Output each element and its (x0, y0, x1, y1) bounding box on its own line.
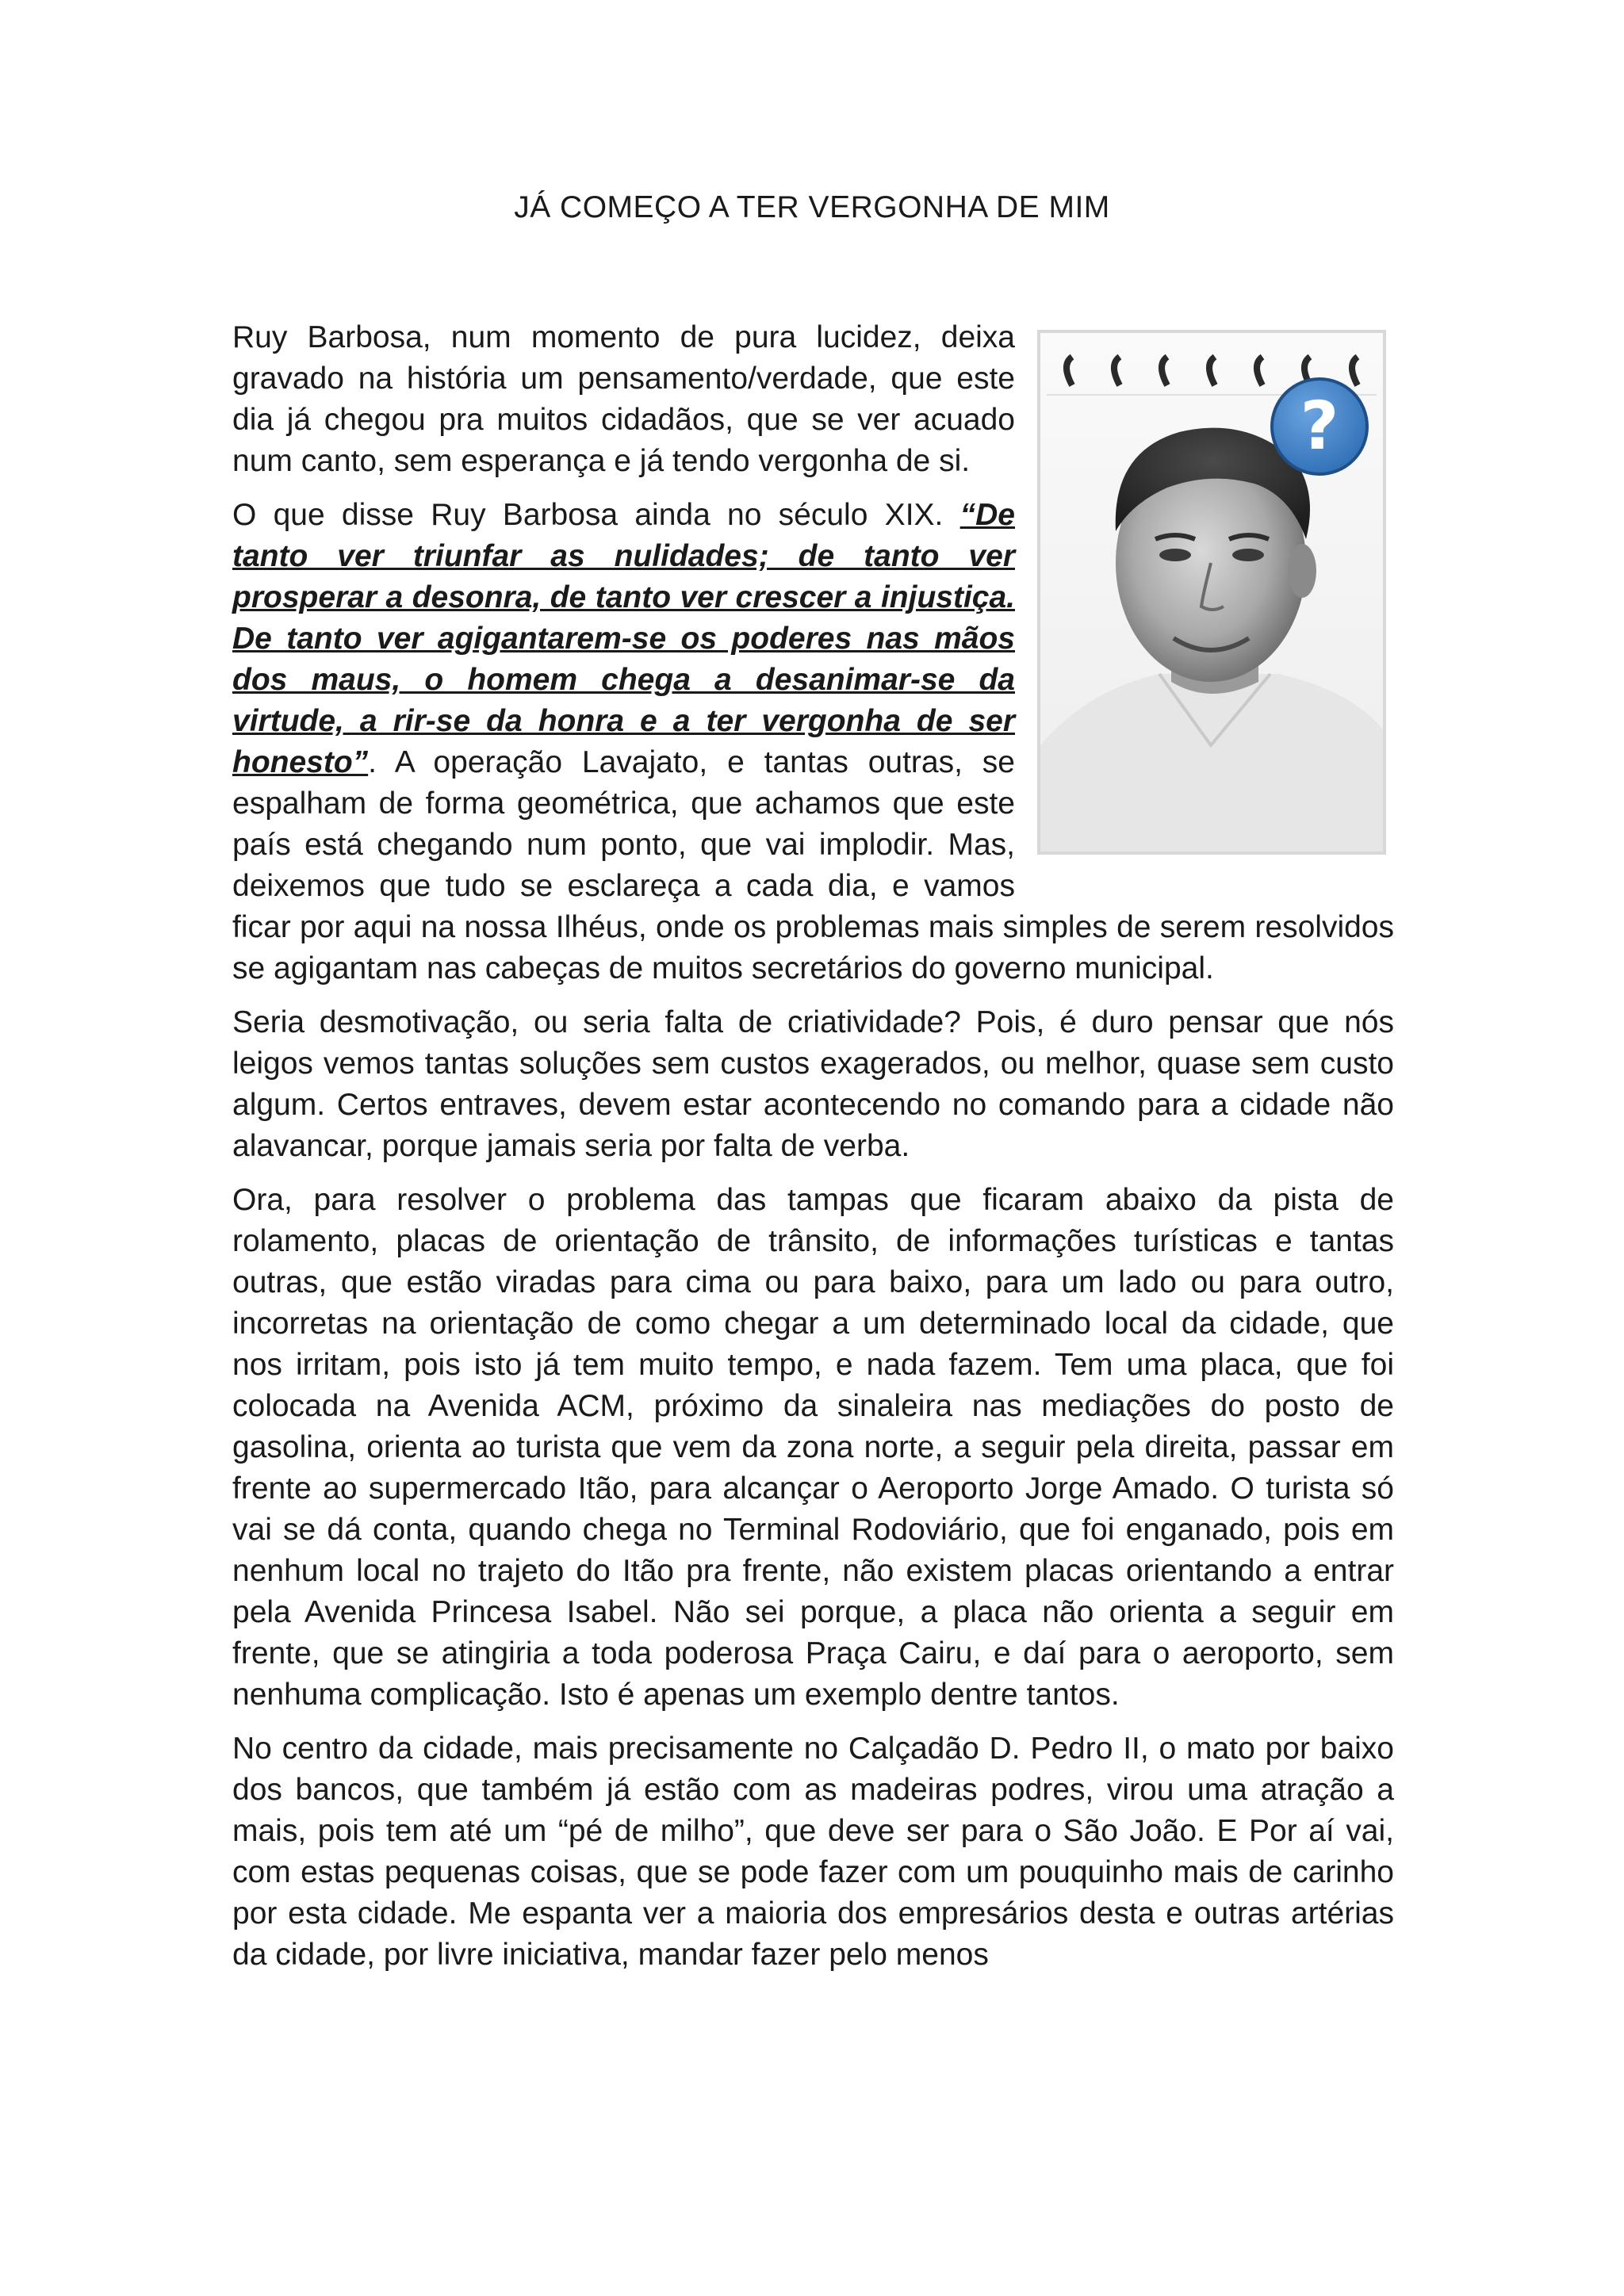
ruy-barbosa-quote: “De tanto ver triunfar as nulidades; de tanto ver prosperar a desonra, de tanto ver crescer a injustiça. De tanto ver agigantarem-se os poderes nas mãos dos maus, o homem chega a desanimar-se da virtude, a rir-se da honra e a ter vergonha de ser honesto” (232, 498, 1015, 779)
paragraph-2-rest: . A operação Lavajato, e tantas outras, se espalham de forma geométrica, que achamos que este país está chegando num ponto, que vai implodir. Mas, deixemos que tudo se esclareça a cada dia, e vamos ficar por aqui na nossa Ilhéus, onde os problemas mais simples de serem resolvidos se agigantam nas cabeças de muitos secretários do governo municipal. (232, 745, 1394, 985)
author-photo (1037, 330, 1386, 855)
question-mark-icon (1272, 379, 1367, 474)
document-title: JÁ COMEÇO A TER VERGONHA DE MIM (514, 190, 1110, 224)
paragraph-1: Ruy Barbosa, num momento de pura lucidez, deixa gravado na história um pensamento/verdade, que este dia já chegou pra muitos cidadãos, que se ver acuado num canto, sem esperança e já tendo vergonha de si. (232, 320, 1015, 478)
paragraph-2-intro: O que disse Ruy Barbosa ainda no século XIX. (232, 498, 960, 532)
author-photo-container (1037, 330, 1394, 869)
paragraph-4: Ora, para resolver o problema das tampas que ficaram abaixo da pista de rolamento, placas de orientação de trânsito, de informações turísticas e tantas outras, que estão viradas para cima ou para baixo, para um lado ou para outro, incorretas na orientação de como chegar a um determinado local da cidade, que nos irritam, pois isto já tem muito tempo, e nada fazem. Tem uma placa, que foi colocada na Avenida ACM, próximo da sinaleira nas mediações do posto de gasolina, orienta ao turista que vem da zona norte, a seguir pela direita, passar em frente ao supermercado Itão, para alcançar o Aeroporto Jorge Amado. O turista só vai se dá conta, quando chega no Terminal Rodoviário, que foi enganado, pois em nenhum local no trajeto do Itão pra frente, não existem placas orientando a entrar pela Avenida Princesa Isabel. Não sei porque, a placa não orienta a seguir em frente, que se atingiria a toda poderosa Praça Cairu, e daí para o aeroporto, sem nenhuma complicação. Isto é apenas um exemplo dentre tantos. (232, 1183, 1394, 1712)
paragraph-3: Seria desmotivação, ou seria falta de criatividade? Pois, é duro pensar que nós leigos vemos tantas soluções sem custos exagerados, ou melhor, quase sem custo algum. Certos entraves, devem estar acontecendo no comando para a cidade não alavancar, porque jamais seria por falta de verba. (232, 1005, 1394, 1163)
paragraph-5: No centro da cidade, mais precisamente no Calçadão D. Pedro II, o mato por baixo dos bancos, que também já estão com as madeiras podres, virou uma atração a mais, pois tem até um “pé de milho”, que deve ser para o São João. E Por aí vai, com estas pequenas coisas, que se pode fazer com um pouquinho mais de carinho por esta cidade. Me espanta ver a maioria dos empresários desta e outras artérias da cidade, por livre iniciativa, mandar fazer pelo menos (232, 1732, 1394, 1972)
author-portrait-image (1040, 333, 1383, 851)
svg-text:?: ? (1300, 387, 1339, 465)
article-body (232, 317, 1394, 1988)
